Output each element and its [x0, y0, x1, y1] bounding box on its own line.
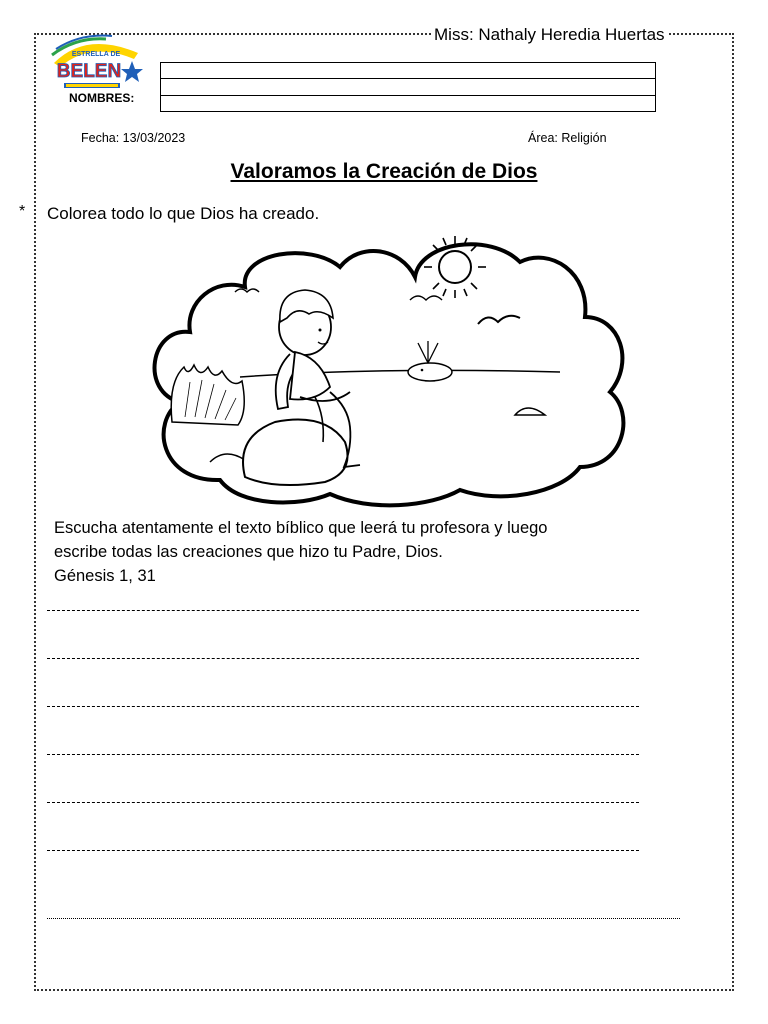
school-logo-icon: [46, 33, 146, 93]
logo-top-text: ESTRELLA DE: [71, 51, 121, 58]
name-label: NOMBRES:: [69, 91, 135, 105]
name-row[interactable]: [161, 63, 655, 79]
name-row[interactable]: [161, 96, 655, 111]
creation-scene-icon: [130, 232, 640, 512]
writing-instruction: [54, 516, 674, 588]
writing-lines[interactable]: [47, 610, 639, 898]
teacher-name: Miss: Nathaly Heredia Huertas: [434, 25, 665, 44]
name-row[interactable]: [161, 79, 655, 95]
logo-main-text: BELEN: [56, 61, 122, 82]
date-text: Fecha: 13/03/2023: [81, 131, 186, 145]
name-input-grid[interactable]: [160, 62, 656, 112]
writing-line[interactable]: [47, 706, 639, 707]
bullet-marker: *: [19, 203, 26, 220]
area-text: Área: Religión: [528, 131, 607, 145]
page-title: Valoramos la Creación de Dios: [230, 160, 538, 183]
instruction-line-2: escribe todas las creaciones que hizo tu Padre, Dios.: [54, 543, 443, 561]
writing-line[interactable]: [47, 754, 639, 755]
writing-line[interactable]: [47, 850, 639, 851]
writing-line[interactable]: [47, 658, 639, 659]
writing-line[interactable]: [47, 610, 639, 611]
coloring-instruction: Colorea todo lo que Dios ha creado.: [47, 204, 320, 223]
instruction-line-1: Escucha atentamente el texto bíblico que leerá tu profesora y luego: [54, 519, 548, 537]
dotted-writing-line[interactable]: [47, 918, 680, 919]
writing-line[interactable]: [47, 802, 639, 803]
bible-reference: Génesis 1, 31: [54, 567, 156, 585]
